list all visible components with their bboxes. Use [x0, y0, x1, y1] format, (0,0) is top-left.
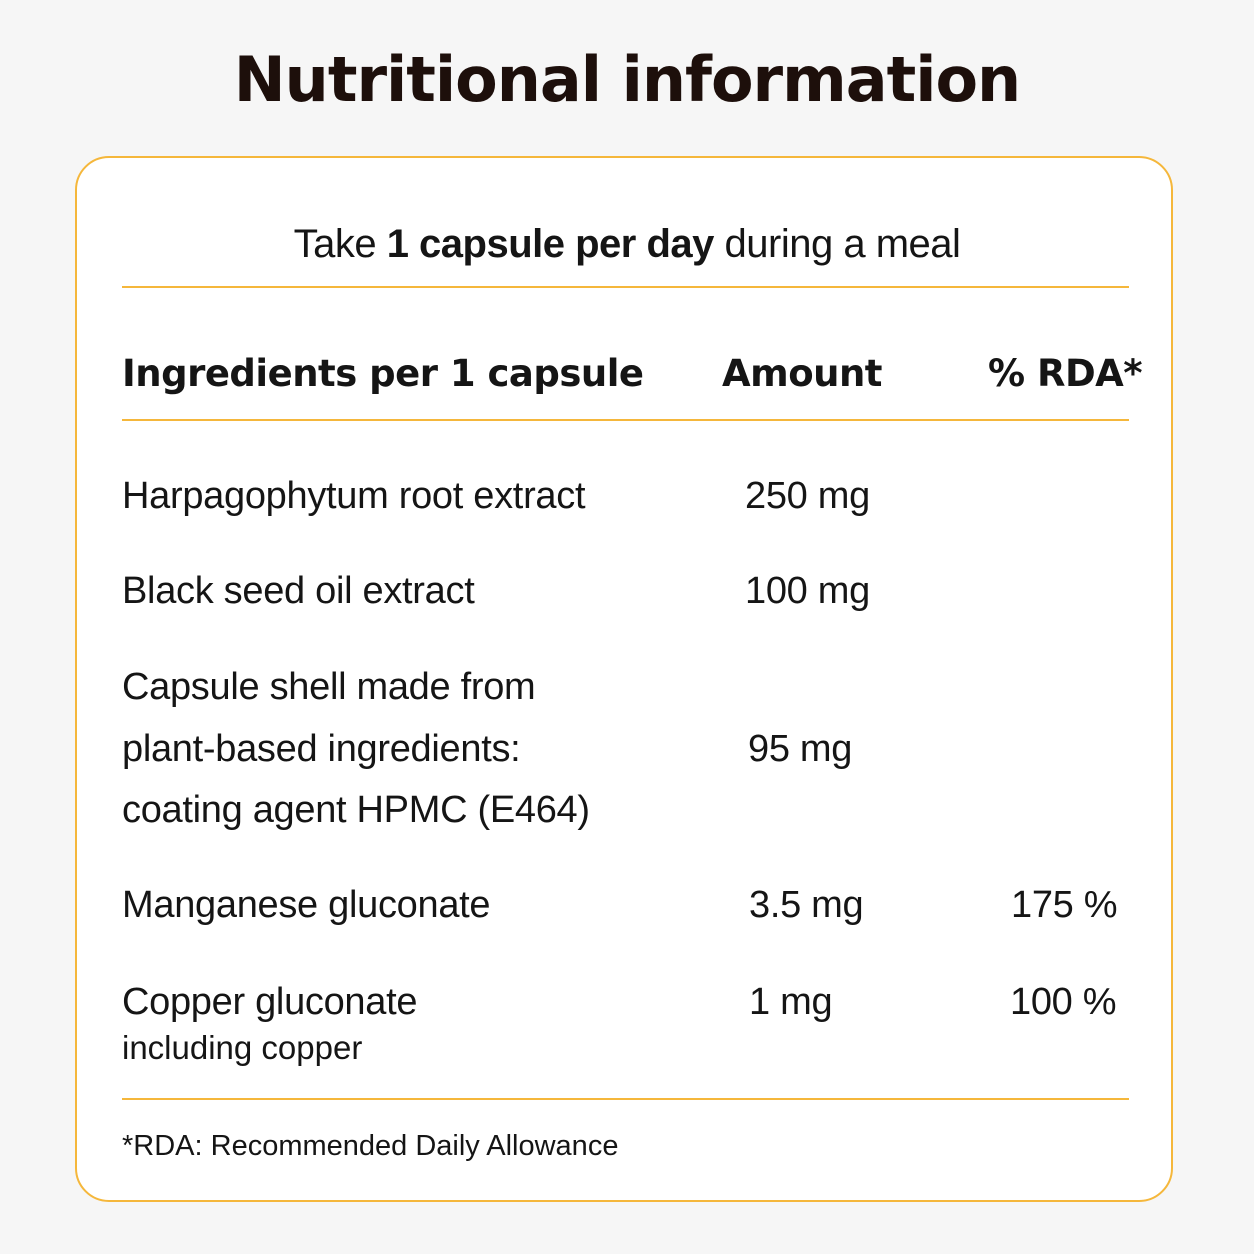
page-title: Nutritional information [233, 43, 1021, 116]
row-5-amount: 1 mg [749, 981, 833, 1023]
row-5-ingredient: Copper gluconate [122, 981, 418, 1023]
divider-top [122, 286, 1129, 288]
row-2-ingredient: Black seed oil extract [122, 570, 475, 612]
row-3-ingredient-line-3: coating agent HPMC (E464) [122, 789, 590, 831]
row-1-amount: 250 mg [745, 475, 870, 517]
divider-bottom [122, 1098, 1129, 1100]
header-amount: Amount [722, 352, 882, 395]
divider-header [122, 419, 1129, 421]
intake-instruction [0, 218, 1254, 270]
row-3-amount: 95 mg [748, 728, 853, 770]
intake-prefix: Take [293, 222, 387, 266]
row-5-subtext: including copper [122, 1029, 363, 1066]
row-3-ingredient-line-1: Capsule shell made from [122, 666, 536, 708]
row-4-amount: 3.5 mg [749, 884, 864, 926]
row-1-ingredient: Harpagophytum root extract [122, 475, 586, 517]
header-rda: % RDA* [988, 352, 1143, 395]
rda-footnote: *RDA: Recommended Daily Allowance [122, 1130, 619, 1162]
header-ingredients: Ingredients per 1 capsule [122, 352, 644, 395]
row-2-amount: 100 mg [745, 570, 870, 612]
row-4-ingredient: Manganese gluconate [122, 884, 491, 926]
row-4-rda: 175 % [1011, 884, 1118, 926]
intake-suffix: during a meal [713, 222, 961, 266]
row-3-ingredient-line-2: plant-based ingredients: [122, 728, 521, 770]
row-5-rda: 100 % [1010, 981, 1117, 1023]
intake-dose: 1 capsule per day [386, 222, 714, 266]
